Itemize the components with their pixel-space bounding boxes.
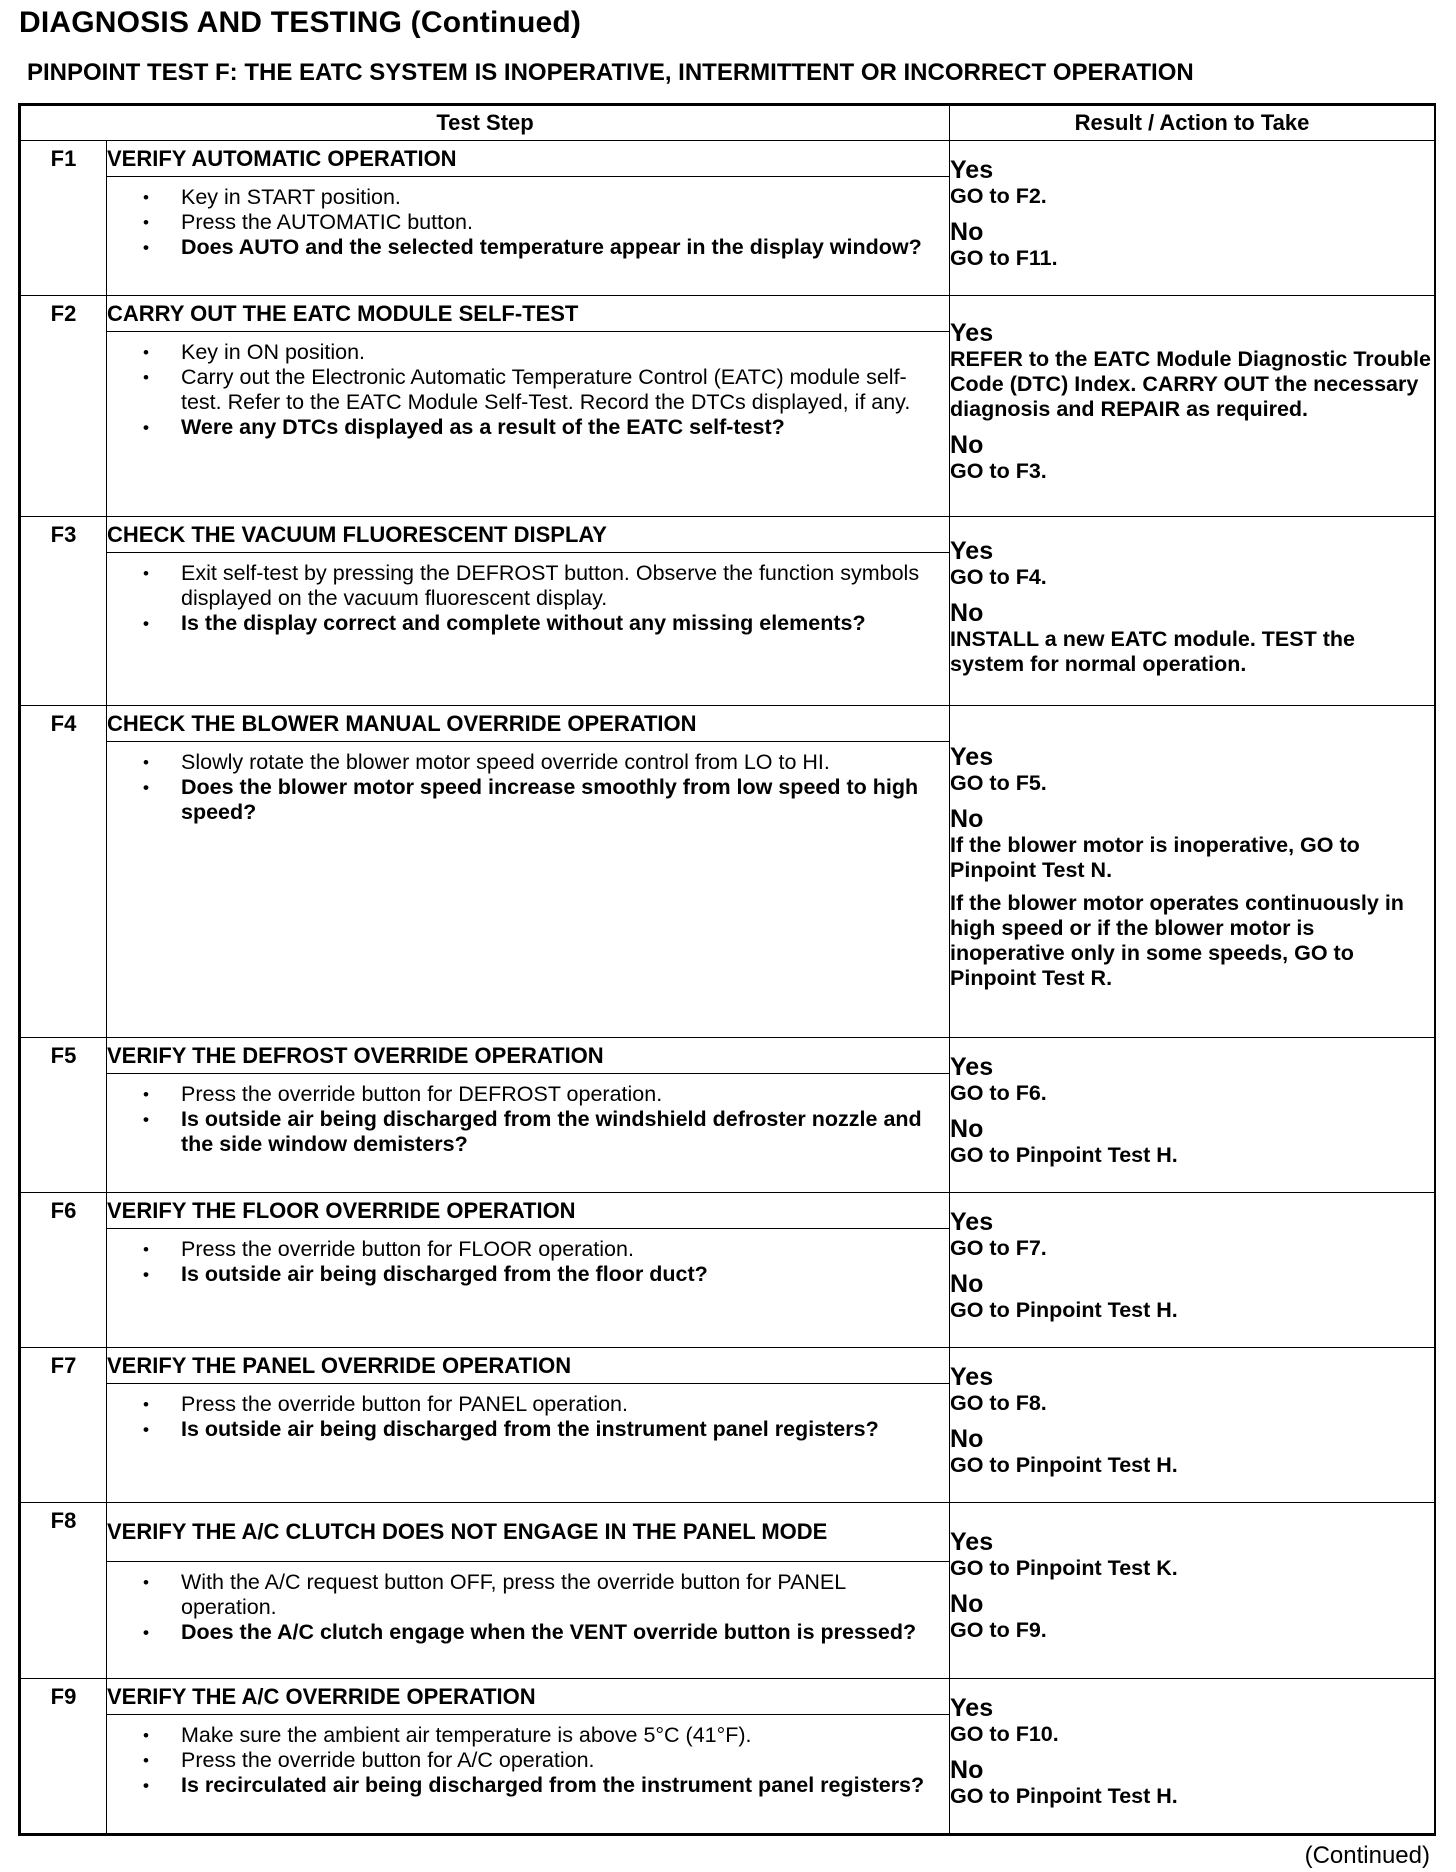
result-action	[950, 771, 1434, 796]
result-action	[950, 1298, 1434, 1323]
step-instructions	[107, 177, 950, 296]
yes-label: Yes	[950, 536, 994, 565]
instruction-item: • Key in ON position.	[143, 340, 931, 365]
action-punct: .	[1052, 1722, 1059, 1747]
result-block	[950, 1694, 1434, 1747]
result-block	[950, 1270, 1434, 1323]
step-result-cell	[950, 705, 1435, 1037]
result-action	[950, 891, 1434, 991]
result-block	[950, 218, 1434, 271]
result-block	[950, 537, 1434, 590]
goto-step-ref: F10	[1015, 1722, 1053, 1747]
step-result-cell	[950, 1192, 1435, 1347]
result-action	[950, 1391, 1434, 1416]
no-label: No	[950, 804, 984, 833]
step-id: F5	[21, 1038, 107, 1193]
step-id: F7	[21, 1347, 107, 1502]
step-id: F9	[21, 1679, 107, 1834]
goto-step-ref: F11	[1015, 245, 1052, 270]
action-punct: .	[1040, 459, 1047, 484]
step-result-cell	[950, 141, 1435, 296]
instruction-item: • Press the override button for A/C operation.	[143, 1748, 931, 1773]
result-block	[950, 1208, 1434, 1261]
table-header-row	[21, 106, 1435, 141]
step-result-cell	[950, 1038, 1435, 1193]
test-steps-body	[21, 141, 1435, 1834]
action-punct: .	[1040, 1390, 1047, 1415]
action-punct: .	[1051, 245, 1058, 270]
step-title-row	[21, 295, 1435, 331]
step-title-row	[21, 1679, 1435, 1715]
goto-step-ref: F7	[1015, 1235, 1041, 1260]
step-instructions	[107, 1383, 950, 1502]
yes-label: Yes	[950, 1694, 994, 1723]
step-instructions	[107, 1715, 950, 1834]
step-title: VERIFY THE DEFROST OVERRIDE OPERATION	[107, 1038, 950, 1074]
step-result-cell	[950, 1679, 1435, 1834]
step-id: F1	[21, 141, 107, 296]
instruction-item: • Slowly rotate the blower motor speed override control from LO to HI.	[143, 750, 931, 775]
test-question: • Were any DTCs displayed as a result of the EATC self-test?	[143, 415, 931, 440]
step-instructions	[107, 331, 950, 517]
instruction-item: • Press the override button for PANEL operation.	[143, 1392, 931, 1417]
result-block	[950, 1053, 1434, 1106]
action-text: If the blower motor operates continuously in high speed or if the blower motor is inoperative only in some speeds, GO to Pinpoint Test R.	[950, 890, 1404, 990]
yes-label: Yes	[950, 319, 994, 348]
step-result-cell	[950, 1347, 1435, 1502]
result-action	[950, 1618, 1434, 1643]
goto-step-ref: F6	[1015, 1080, 1041, 1105]
action-text: GO to Pinpoint Test H.	[950, 1784, 1178, 1809]
result-action	[950, 833, 1434, 883]
step-title-row	[21, 1502, 1435, 1561]
result-block	[950, 156, 1434, 209]
instruction-item: • With the A/C request button OFF, press the override button for PANEL operation.	[143, 1570, 931, 1620]
action-punct: .	[1040, 770, 1047, 795]
action-text: GO to Pinpoint Test K.	[950, 1556, 1178, 1581]
instruction-list	[107, 1562, 949, 1649]
instruction-item: • Key in START position.	[143, 185, 931, 210]
step-title: VERIFY AUTOMATIC OPERATION	[107, 141, 950, 177]
action-text: GO to	[950, 564, 1016, 589]
step-instructions	[107, 1228, 950, 1347]
action-text: GO to	[950, 459, 1016, 484]
no-label: No	[950, 1269, 984, 1298]
result-action	[950, 1556, 1434, 1581]
action-text: GO to Pinpoint Test H.	[950, 1142, 1178, 1167]
action-punct: .	[1040, 1618, 1047, 1643]
step-title-row	[21, 1347, 1435, 1383]
step-title-row	[21, 141, 1435, 177]
step-id: F6	[21, 1192, 107, 1347]
result-block	[950, 1425, 1434, 1478]
instruction-item: • Exit self-test by pressing the DEFROST button. Observe the function symbols displayed on the vacuum fluorescent display.	[143, 561, 931, 611]
no-label: No	[950, 1424, 984, 1453]
step-title: CHECK THE BLOWER MANUAL OVERRIDE OPERATION	[107, 705, 950, 741]
goto-step-ref: F4	[1015, 564, 1041, 589]
yes-label: Yes	[950, 742, 994, 771]
action-punct: .	[1040, 564, 1047, 589]
action-text: REFER to the EATC Module Diagnostic Trouble Code (DTC) Index. CARRY OUT the necessary diagnosis and REPAIR as required.	[950, 347, 1431, 422]
step-id: F4	[21, 705, 107, 1037]
result-action	[950, 1722, 1434, 1747]
result-block	[950, 1115, 1434, 1168]
action-punct: .	[1040, 1235, 1047, 1260]
result-action	[950, 1236, 1434, 1261]
result-block	[950, 1756, 1434, 1809]
step-title: VERIFY THE FLOOR OVERRIDE OPERATION	[107, 1192, 950, 1228]
step-result-cell	[950, 295, 1435, 517]
yes-label: Yes	[950, 1528, 994, 1557]
instruction-item: • Press the AUTOMATIC button.	[143, 210, 931, 235]
action-text: GO to	[950, 770, 1016, 795]
goto-step-ref: F2	[1015, 183, 1041, 208]
step-title: VERIFY THE A/C OVERRIDE OPERATION	[107, 1679, 950, 1715]
instruction-list	[107, 332, 949, 444]
page-title: DIAGNOSIS AND TESTING (Continued)	[19, 6, 582, 39]
step-result-cell	[950, 1502, 1435, 1679]
instruction-list	[107, 742, 949, 829]
result-action	[950, 347, 1434, 422]
no-label: No	[950, 217, 984, 246]
step-title: CARRY OUT THE EATC MODULE SELF-TEST	[107, 295, 950, 331]
instruction-list	[107, 553, 949, 640]
no-label: No	[950, 1756, 984, 1785]
result-block	[950, 805, 1434, 991]
action-punct: .	[1040, 1080, 1047, 1105]
result-action	[950, 1081, 1434, 1106]
result-action	[950, 565, 1434, 590]
yes-label: Yes	[950, 155, 994, 184]
step-result-cell	[950, 517, 1435, 705]
test-question: • Is recirculated air being discharged from the instrument panel registers?	[143, 1773, 931, 1798]
action-punct: .	[1040, 183, 1047, 208]
result-block	[950, 1590, 1434, 1643]
test-steps-table	[20, 105, 1435, 1834]
no-label: No	[950, 1590, 984, 1619]
step-title: CHECK THE VACUUM FLUORESCENT DISPLAY	[107, 517, 950, 553]
action-text: INSTALL a new EATC module. TEST the system for normal operation.	[950, 626, 1355, 676]
test-step-column-header: Test Step	[21, 106, 950, 141]
result-action	[950, 1143, 1434, 1168]
instruction-item: • Press the override button for FLOOR operation.	[143, 1237, 931, 1262]
pinpoint-test-table	[18, 103, 1436, 1836]
result-action	[950, 1453, 1434, 1478]
yes-label: Yes	[950, 1207, 994, 1236]
instruction-item: • Make sure the ambient air temperature is above 5°C (41°F).	[143, 1723, 931, 1748]
instruction-list	[107, 1074, 949, 1161]
instruction-list	[107, 1229, 949, 1291]
action-text: GO to	[950, 245, 1016, 270]
step-title-row	[21, 517, 1435, 553]
goto-step-ref: F8	[1015, 1390, 1041, 1415]
result-block	[950, 319, 1434, 422]
goto-step-ref: F3	[1015, 459, 1041, 484]
test-question: • Does AUTO and the selected temperature appear in the display window?	[143, 235, 931, 260]
step-instructions	[107, 741, 950, 1037]
action-text: GO to	[950, 183, 1016, 208]
result-action-column-header: Result / Action to Take	[950, 106, 1435, 141]
action-text: GO to Pinpoint Test H.	[950, 1297, 1178, 1322]
step-instructions	[107, 1074, 950, 1193]
instruction-item: • Press the override button for DEFROST operation.	[143, 1082, 931, 1107]
result-block	[950, 743, 1434, 796]
test-question: • Is outside air being discharged from the floor duct?	[143, 1262, 931, 1287]
pinpoint-test-title: PINPOINT TEST F: THE EATC SYSTEM IS INOPERATIVE, INTERMITTENT OR INCORRECT OPERATION	[27, 59, 1194, 86]
result-action	[950, 184, 1434, 209]
result-action	[950, 459, 1434, 484]
continued-footer: (Continued)	[1304, 1842, 1430, 1869]
goto-step-ref: F9	[1015, 1618, 1041, 1643]
instruction-list	[107, 1715, 949, 1802]
yes-label: Yes	[950, 1362, 994, 1391]
step-instructions	[107, 1561, 950, 1679]
instruction-item: • Carry out the Electronic Automatic Temperature Control (EATC) module self-test. Refer to the EATC Module Self-Test. Record the DTCs displayed, if any.	[143, 365, 931, 415]
instruction-list	[107, 177, 949, 264]
test-question: • Is the display correct and complete without any missing elements?	[143, 611, 931, 636]
test-question: • Does the A/C clutch engage when the VENT override button is pressed?	[143, 1620, 931, 1645]
result-block	[950, 599, 1434, 677]
test-question: • Is outside air being discharged from the windshield defroster nozzle and the side window demisters?	[143, 1107, 931, 1157]
action-text: GO to Pinpoint Test H.	[950, 1452, 1178, 1477]
result-action	[950, 1784, 1434, 1809]
action-text: GO to	[950, 1235, 1016, 1260]
result-action	[950, 246, 1434, 271]
step-title-row	[21, 1192, 1435, 1228]
yes-label: Yes	[950, 1052, 994, 1081]
action-text: GO to	[950, 1722, 1016, 1747]
action-text: If the blower motor is inoperative, GO to Pinpoint Test N.	[950, 832, 1360, 882]
step-title: VERIFY THE PANEL OVERRIDE OPERATION	[107, 1347, 950, 1383]
no-label: No	[950, 598, 984, 627]
action-text: GO to	[950, 1618, 1016, 1643]
step-id: F3	[21, 517, 107, 705]
test-question: • Is outside air being discharged from the instrument panel registers?	[143, 1417, 931, 1442]
action-text: GO to	[950, 1080, 1016, 1105]
test-question: • Does the blower motor speed increase smoothly from low speed to high speed?	[143, 775, 931, 825]
no-label: No	[950, 431, 984, 460]
instruction-list	[107, 1384, 949, 1446]
step-id: F8	[21, 1502, 107, 1679]
action-text: GO to	[950, 1390, 1016, 1415]
result-action	[950, 627, 1434, 677]
step-title: VERIFY THE A/C CLUTCH DOES NOT ENGAGE IN THE PANEL MODE	[107, 1502, 950, 1561]
step-id: F2	[21, 295, 107, 517]
step-title-row	[21, 1038, 1435, 1074]
step-instructions	[107, 553, 950, 705]
result-block	[950, 1363, 1434, 1416]
result-block	[950, 1528, 1434, 1581]
goto-step-ref: F5	[1015, 770, 1041, 795]
step-title-row	[21, 705, 1435, 741]
result-block	[950, 431, 1434, 484]
no-label: No	[950, 1114, 984, 1143]
